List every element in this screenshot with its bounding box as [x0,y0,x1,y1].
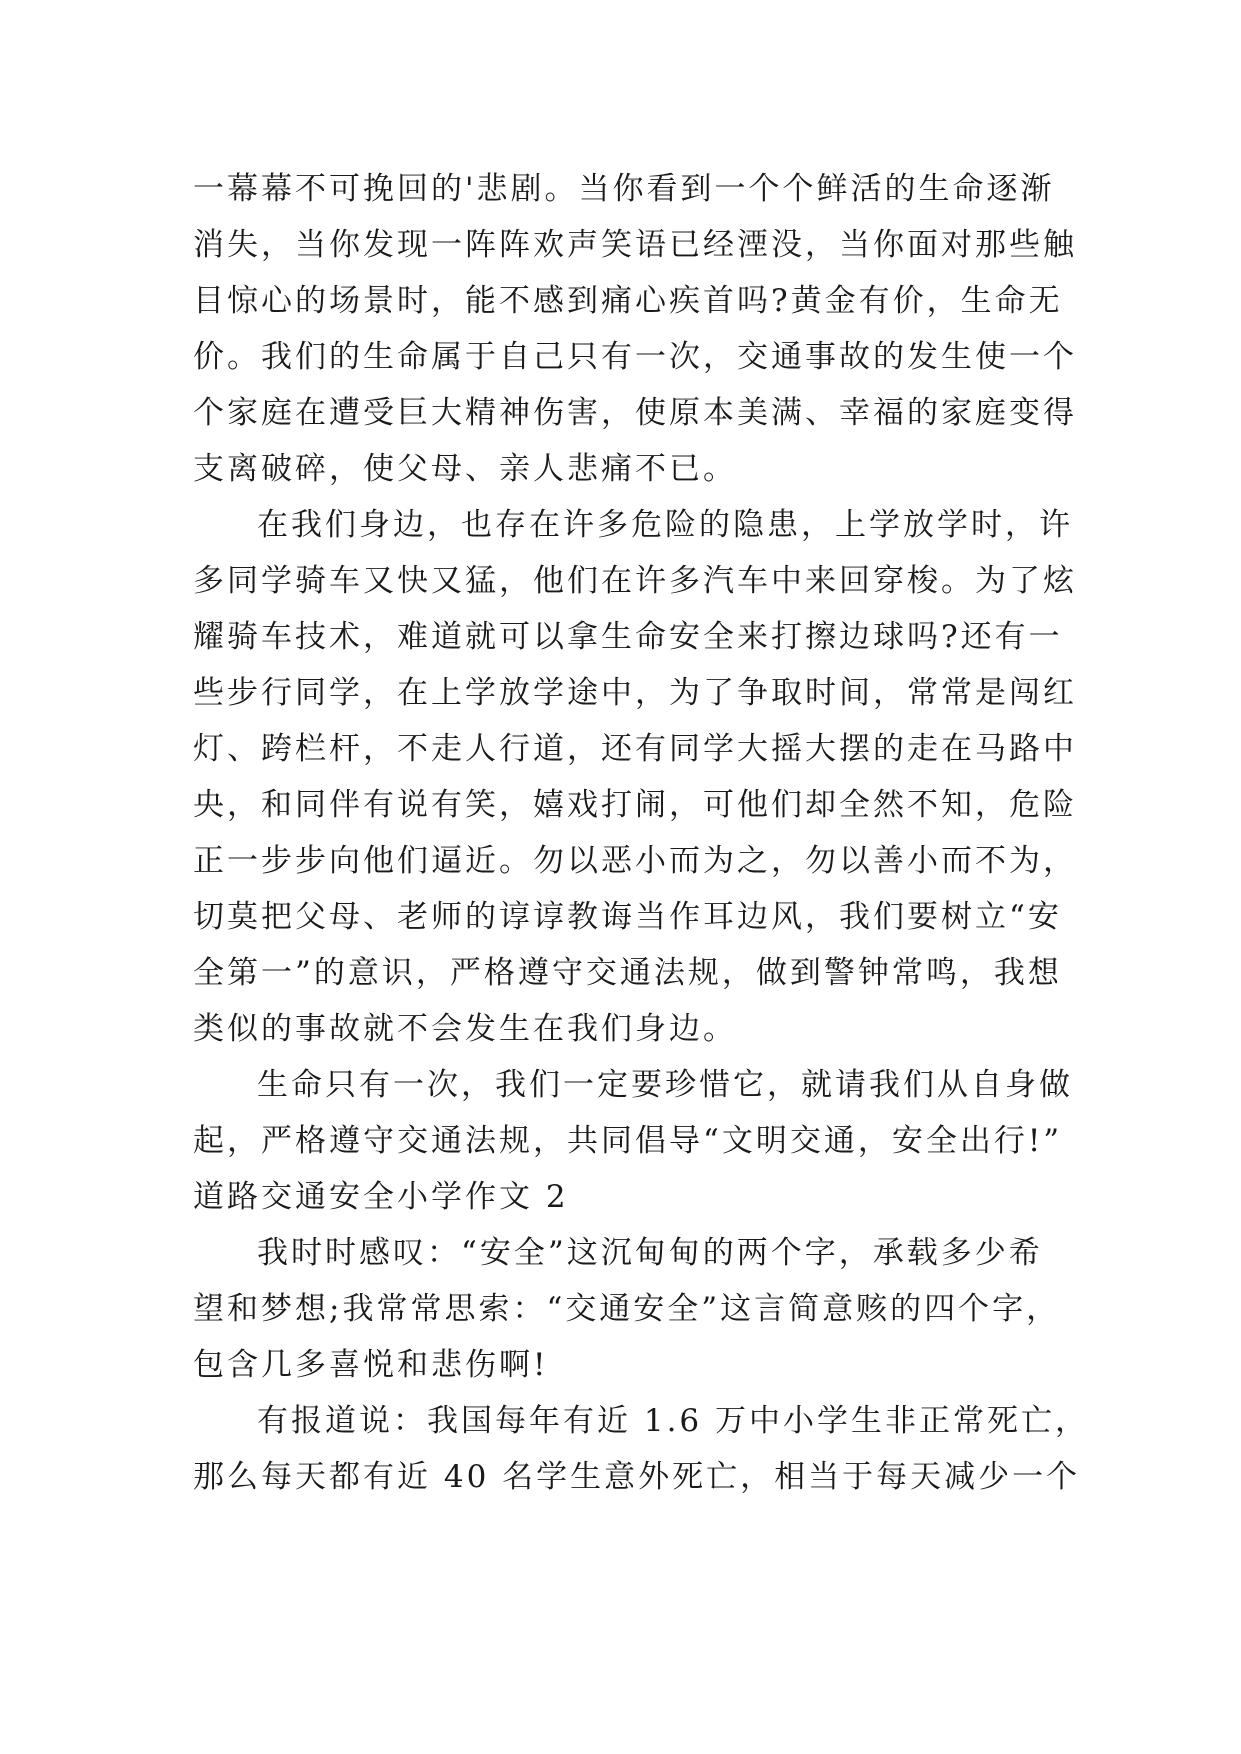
text-line: 全第一”的意识，严格遵守交通法规，做到警钟常鸣，我想 [193,955,1062,991]
document-body [193,161,1090,1505]
text-line: 灯、跨栏杆，不走人行道，还有同学大摇大摆的走在马路中 [193,731,1077,767]
text-line: 些步行同学，在上学放学途中，为了争取时间，常常是闯红 [193,675,1077,711]
text-line: 多同学骑车又快又猛，他们在许多汽车中来回穿梭。为了炫 [193,563,1077,599]
text-line: 包含几多喜悦和悲伤啊! [193,1347,549,1383]
text-line: 正一步步向他们逼近。勿以恶小而为之，勿以善小而不为， [193,843,1077,879]
text-line: 我时时感叹：“安全”这沉甸甸的两个字，承载多少希 [257,1235,1043,1271]
text-line: 类似的事故就不会发生在我们身边。 [193,1011,737,1047]
text-line: 切莫把父母、老师的谆谆教诲当作耳边风，我们要树立“安 [193,899,1062,935]
text-line: 道路交通安全小学作文 2 [193,1179,569,1215]
text-line: 价。我们的生命属于自己只有一次，交通事故的发生使一个 [193,339,1077,375]
text-line: 望和梦想;我常常思索：“交通安全”这言简意赅的四个字， [193,1291,1061,1327]
text-line: 央，和同伴有说有笑，嬉戏打闹，可他们却全然不知，危险 [193,787,1077,823]
text-line: 有报道说：我国每年有近 1.6 万中小学生非正常死亡， [257,1403,1090,1439]
text-line: 起，严格遵守交通法规，共同倡导“文明交通，安全出行!” [193,1123,1063,1159]
text-line: 一幕幕不可挽回的'悲剧。当你看到一个个鲜活的生命逐渐 [193,171,1055,207]
text-line: 消失，当你发现一阵阵欢声笑语已经湮没，当你面对那些触 [193,227,1077,263]
text-line: 生命只有一次，我们一定要珍惜它，就请我们从自身做 [257,1067,1073,1103]
text-line: 目惊心的场景时，能不感到痛心疾首吗?黄金有价，生命无 [193,283,1063,319]
text-line: 个家庭在遭受巨大精神伤害，使原本美满、幸福的家庭变得 [193,395,1077,431]
text-line: 在我们身边，也存在许多危险的隐患，上学放学时，许 [257,507,1073,543]
text-line: 支离破碎，使父母、亲人悲痛不已。 [193,451,737,487]
text-line: 那么每天都有近 40 名学生意外死亡，相当于每天减少一个 [193,1459,1081,1495]
text-line: 耀骑车技术，难道就可以拿生命安全来打擦边球吗?还有一 [193,619,1063,655]
